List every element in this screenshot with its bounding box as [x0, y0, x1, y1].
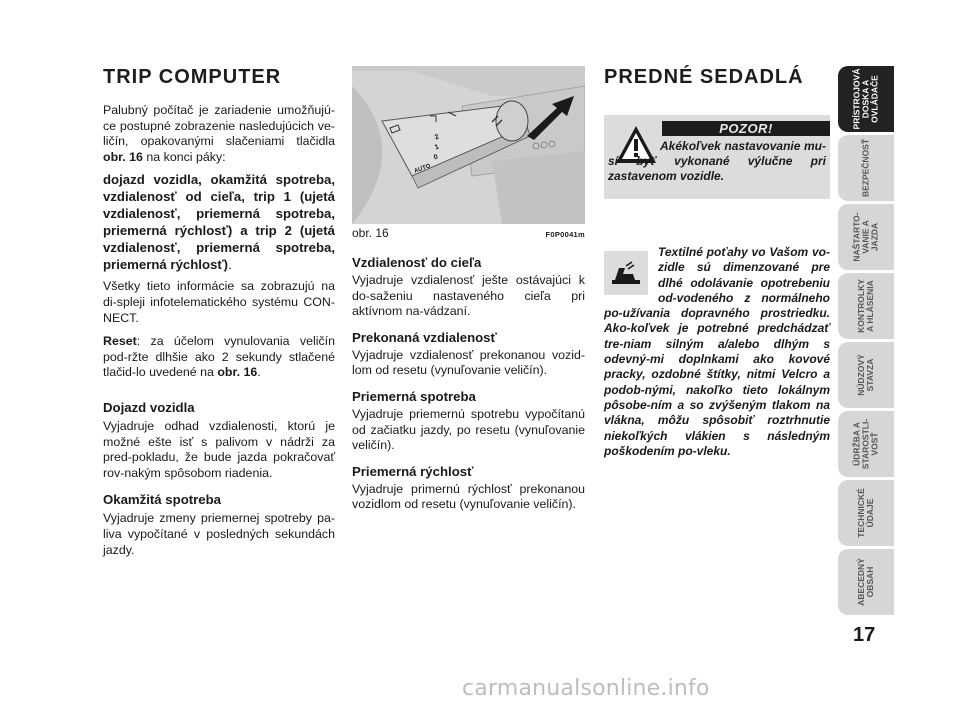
paragraph-spotreba: Vyjadruje priemernú spotrebu vypočítanú od začiatku jazdy, po resetu (vynuľovanie veličín). — [352, 406, 585, 453]
intro-paragraph — [103, 103, 335, 165]
heading-spotreba: Priemerná spotreba — [352, 388, 476, 404]
intro-text: Palubný počítač je zariadenie umožňujú-ce postupné zobrazenie nasledujúcich ve-ličín, opakovanými slačeniami tlačidla — [103, 103, 335, 149]
seat-fabric-icon — [604, 251, 648, 295]
figure-caption — [352, 226, 585, 242]
right-column — [604, 66, 830, 459]
bold-list-paragraph — [103, 171, 335, 273]
warning-box — [604, 115, 830, 199]
figure-digit-2: 2 — [433, 133, 440, 142]
seat-fabric-svg — [609, 260, 643, 286]
heading-rychlost: Priemerná rýchlosť — [352, 463, 474, 479]
intro-figure-ref: obr. 16 — [103, 149, 143, 164]
reset-label: Reset — [103, 334, 137, 349]
heading-vzdialenost: Vzdialenosť do cieľa — [352, 255, 482, 270]
reset-text: : za účelom vynulovania veličín pod-ržte dlhšie ako 2 sekundy stlačené tlačid-lo uvedené na — [103, 334, 335, 380]
paragraph-dojazd: Vyjadruje odhad vzdialenosti, ktorú je možné ešte isť s palivom v nádrži za pred-pokladu, že bude jazda pokračovať rov-nakým spôsobom riadenia. — [103, 418, 335, 480]
note-text: Textilné poťahy vo Vašom vo-zidle sú dimenzované pre dlhé odolávanie opotrebeniu od-vodeného z normálneho po-užívania dopravného prostriedku. Ako-koľvek je potrebné predchádzať tre-niam silným a/alebo dlhým s odevný-mi doplnkami ako kovové pracky, ozdobné štítky, nitmi Velcro a podob-nými, nakoľko tieto lokálnym pôsobe-ním a so zvýšeným tlakom na vlákna, môžu spôsobiť roztrhnutie niekoľkých vlákien s následným poškodením po-vleku. — [604, 245, 830, 458]
intro-tail: na konci páky: — [142, 149, 226, 164]
heading-dojazd: Dojazd vozidla — [103, 399, 195, 415]
section-title-predne-sedadla: PREDNÉ SEDADLÁ — [604, 66, 804, 88]
left-column — [103, 66, 335, 558]
paragraph-okamzita: Vyjadruje zmeny priemernej spotreby pa-liva vypočítané v posledných sekundách jazdy. — [103, 511, 335, 557]
tab-nudzovy-stav[interactable] — [838, 342, 894, 408]
tab-label: ABECEDNÝ OBSAH — [856, 558, 875, 606]
reset-end: . — [257, 365, 261, 380]
heading-prekonana: Prekonaná vzdialenosť — [352, 329, 497, 345]
tab-label: KONTROLKY A HLÁSENIA — [856, 279, 875, 333]
chapter-tabs — [838, 66, 894, 618]
tab-label: NÚDZOVÝ STAVZA — [856, 354, 875, 396]
tab-label: NAŠTARTO- VANIE A JAZDA — [851, 212, 880, 262]
warning-text: Akékoľvek nastavovanie mu-sí byť vykonané výlučne pri zastavenom vozidle. — [608, 139, 826, 183]
tab-pristrojova-doska[interactable] — [838, 66, 894, 132]
figure-caption-label: obr. 16 — [352, 226, 389, 240]
section-title-trip-computer: TRIP COMPUTER — [103, 66, 282, 88]
reset-figure-ref: obr. 16 — [217, 365, 258, 380]
paragraph-prekonana: Vyjadruje vzdialenosť prekonanou vozid-lom od resetu (vynuľovanie veličín). — [352, 347, 585, 378]
tab-abecedny-obsah[interactable] — [838, 549, 894, 615]
figure-code: F0P0041m — [545, 230, 585, 239]
tab-nastartovanie[interactable] — [838, 204, 894, 270]
tab-label: TECHNICKÉ ÚDAJE — [856, 488, 875, 538]
tab-technicke-udaje[interactable] — [838, 480, 894, 546]
bold-list-text: dojazd vozidla, okamžitá spotreba, vzdialenosť od cieľa, trip 1 (ujetá vzdialenosť, priemerná spotreba, priemerná rýchlosť) a trip 2 (ujetá vzdialenosť, priemerná spotreba, priemerná rýchlosť) — [103, 172, 335, 273]
paragraph-vzdialenost: Vyjadruje vzdialenosť ješte ostávajúci k do-saženiu nastaveného cieľa pri aktívnom na-vádzaní. — [352, 273, 585, 319]
watermark: carmanualsonline.info — [462, 676, 710, 701]
figure-auto-label: AUTO — [413, 163, 432, 175]
figure-digit-1: 1 — [433, 143, 440, 152]
tab-label: BEZPEČNOSŤ — [860, 138, 871, 198]
tab-label: PRÍSTROJOVÁ DOSKA A OVLÁDAČE — [851, 68, 880, 130]
tab-label: ÚDRŽBA A STAROSTLI- VOSŤ — [851, 418, 880, 470]
warning-text-block — [608, 139, 826, 184]
tab-udrzba[interactable] — [838, 411, 894, 477]
connect-paragraph: Všetky tieto informácie sa zobrazujú na di-spleji infotelematického systému CON-NECT. — [103, 279, 335, 325]
page-number: 17 — [853, 624, 876, 646]
figure-digit-0: 0 — [432, 153, 439, 162]
middle-content — [352, 254, 585, 513]
note-box — [604, 245, 830, 459]
tab-bezpecnost[interactable] — [838, 135, 894, 201]
stalk-illustration-svg — [352, 66, 585, 224]
heading-okamzita: Okamžitá spotreba — [103, 492, 221, 508]
bold-list-end: . — [228, 257, 232, 273]
reset-paragraph — [103, 334, 335, 381]
tab-kontrolky[interactable] — [838, 273, 894, 339]
middle-column — [352, 66, 585, 522]
paragraph-rychlost: Vyjadruje primernú rýchlosť prekonanou vozidlom od resetu (vynuľovanie veličín). — [352, 481, 585, 512]
warning-banner: POZOR! — [662, 121, 830, 136]
figure-stalk-illustration — [352, 66, 585, 224]
